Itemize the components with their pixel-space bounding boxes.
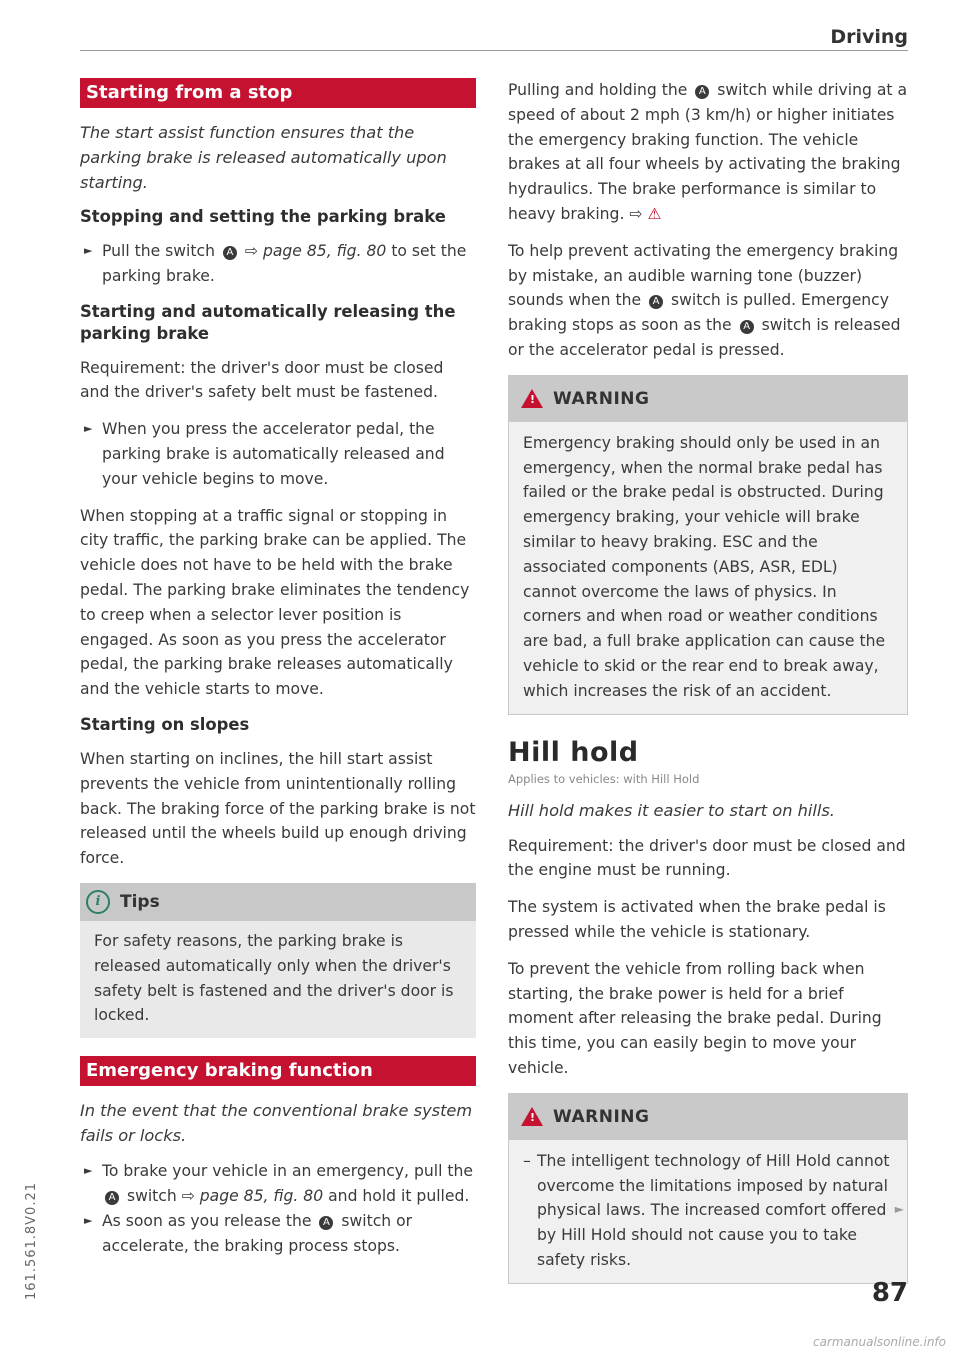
warning-ref-icon[interactable]: ⚠	[647, 204, 662, 223]
watermark: carmanualsonline.info	[812, 1335, 946, 1349]
release-step: ► When you press the accelerator pedal, the parking brake is automatically released and your vehicle begins to move.	[80, 417, 476, 491]
emergency-warning-box	[508, 375, 908, 715]
emergency-section-title: Emergency braking function	[80, 1056, 476, 1086]
emergency-step-2: ► As soon as you release the A switch or accelerate, the braking process stops.	[80, 1209, 476, 1259]
switch-a-icon: A	[319, 1216, 333, 1230]
slopes-paragraph: When starting on inclines, the hill start assist prevents the vehicle from unintentionally rolling back. The braking force of the parking brake is not released until the wheels build up enough driving force.	[80, 749, 476, 868]
side-code: 161.561.8V0.21	[24, 1182, 39, 1300]
step-arrow-icon: ►	[84, 244, 93, 257]
page-number: 87	[871, 1278, 908, 1308]
tips-header	[80, 883, 476, 921]
switch-a-icon: A	[740, 320, 754, 334]
stop-step: ► Pull the switch A ⇨ page 85, fig. 80 to set the parking brake.	[80, 239, 476, 289]
header-rule	[80, 50, 908, 51]
switch-a-icon: A	[649, 295, 663, 309]
hill-warning-box	[508, 1093, 908, 1284]
slopes-heading: Starting on slopes	[80, 714, 250, 734]
tips-box	[80, 883, 476, 1038]
release-requirement: Requirement: the driver's door must be closed and the driver's safety belt must be fastened.	[80, 358, 444, 402]
tips-title: Tips	[120, 891, 160, 912]
warning-list-item: – The intelligent technology of Hill Hold cannot overcome the limitations imposed by natural physical laws. The increased comfort offered by Hill Hold should not cause you to take safety risks.	[523, 1151, 890, 1269]
section-header: Driving	[830, 26, 908, 48]
applies-note: Applies to vehicles: with Hill Hold	[508, 771, 700, 786]
switch-a-icon: A	[105, 1191, 119, 1205]
continue-arrow-icon: ►	[894, 1202, 904, 1216]
hill-requirement: Requirement: the driver's door must be closed and the engine must be running.	[508, 836, 906, 880]
warning-title: WARNING	[553, 1106, 650, 1127]
warning-triangle-icon: !	[521, 1107, 543, 1126]
warning-header	[509, 376, 907, 422]
switch-a-icon: A	[223, 246, 237, 260]
emergency-lead: In the event that the conventional brake system fails or locks.	[80, 1101, 473, 1146]
warning-body: Emergency braking should only be used in an emergency, when the normal brake pedal has failed or the brake pedal is obstructed. During emergency braking, your vehicle will brake similar to heavy braking. ESC and the associated components (ABS, ASR, EDL) cannot overcome the laws of physics. In corners and when road or weather conditions are bad, a full brake application can cause the vehicle to skid or the rear end to break away, which increases the risk of an accident.	[523, 433, 886, 700]
warning-triangle-icon: !	[521, 389, 543, 408]
switch-a-icon: A	[695, 85, 709, 99]
stop-heading: Stopping and setting the parking brake	[80, 207, 446, 226]
info-icon: i	[86, 890, 110, 914]
hill-para-1: The system is activated when the brake pedal is pressed while the vehicle is stationary.	[508, 898, 886, 941]
emergency-para-2: To help prevent activating the emergency braking by mistake, an audible warning tone (buzzer) sounds when the A switch is pulled. Emergency braking stops as soon as the A switch is released or the accelerator pedal is pressed.	[508, 241, 901, 359]
page-ref-link[interactable]: page 85, fig. 80	[199, 1186, 324, 1205]
start-lead: The start assist function ensures that the parking brake is released automatically upon starting.	[80, 123, 447, 192]
ref-arrow-icon: ⇨	[181, 1186, 195, 1205]
warning-header	[509, 1094, 907, 1140]
emergency-step-1: ► To brake your vehicle in an emergency, pull the A switch ⇨ page 85, fig. 80 and hold it pulled.	[80, 1159, 476, 1209]
start-section-title: Starting from a stop	[80, 78, 476, 108]
ref-arrow-icon: ⇨	[629, 204, 643, 223]
release-paragraph: When stopping at a traffic signal or stopping in city traffic, the parking brake can be applied. The vehicle does not have to be held with the brake pedal. The parking brake eliminates the tendency to creep when a selector lever position is engaged. As soon as you press the accelerator pedal, the parking brake releases automatically and the vehicle starts to move.	[80, 506, 470, 699]
ref-arrow-icon: ⇨	[244, 242, 258, 260]
step-arrow-icon: ►	[84, 1213, 93, 1227]
right-column	[508, 78, 908, 1306]
hill-hold-title: Hill hold	[508, 736, 639, 768]
page-ref-link[interactable]: page 85, fig. 80	[262, 242, 387, 260]
hill-lead: Hill hold makes it easier to start on hills.	[508, 800, 835, 820]
left-column	[80, 78, 476, 1270]
hill-para-2: To prevent the vehicle from rolling back when starting, the brake power is held for a brief moment after releasing the brake pedal. During this time, you can easily begin to move your vehicle.	[508, 959, 882, 1077]
step-arrow-icon: ►	[84, 422, 93, 436]
emergency-para-1: Pulling and holding the A switch while driving at a speed of about 2 mph (3 km/h) or higher initiates the emergency braking function. The vehicle brakes at all four wheels by activating the braking hydraulics. The brake performance is similar to heavy braking. ⇨ ⚠	[508, 81, 908, 223]
tips-body: For safety reasons, the parking brake is released automatically only when the driver's safety belt is fastened and the driver's door is locked.	[94, 931, 454, 1025]
warning-body	[509, 1140, 907, 1283]
step-arrow-icon: ►	[84, 1164, 93, 1178]
warning-title: WARNING	[553, 388, 650, 409]
release-heading: Starting and automatically releasing the parking brake	[80, 301, 456, 343]
